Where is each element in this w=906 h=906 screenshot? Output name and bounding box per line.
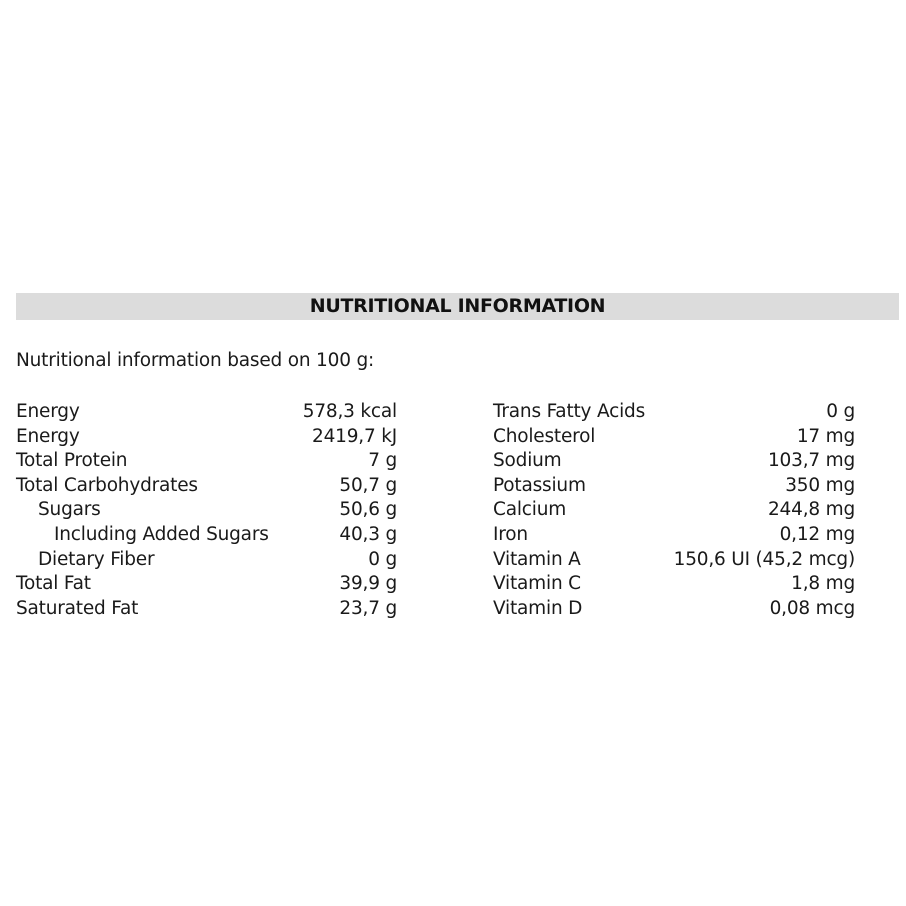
nutrient-label: Calcium xyxy=(493,499,567,521)
nutrient-row xyxy=(493,548,855,573)
nutrient-value: 350 mg xyxy=(785,474,855,496)
nutrient-label: Total Protein xyxy=(16,450,128,472)
nutrient-value: 0 g xyxy=(826,401,855,422)
nutrient-value: 1,8 mg xyxy=(791,573,855,595)
nutrient-value: 2419,7 kJ xyxy=(312,425,397,447)
intro-text: Nutritional information based on 100 g: xyxy=(16,350,375,371)
nutrient-row xyxy=(16,474,397,499)
nutrient-label: Iron xyxy=(493,523,528,545)
nutrient-row xyxy=(16,425,397,450)
nutrient-row xyxy=(493,474,855,499)
nutrient-label: Dietary Fiber xyxy=(38,548,155,570)
nutrient-row xyxy=(16,498,397,523)
nutrient-value: 50,7 g xyxy=(339,474,397,496)
nutrient-value: 103,7 mg xyxy=(767,450,855,472)
nutrient-row xyxy=(16,449,397,474)
nutrient-value: 0,12 mg xyxy=(779,523,855,545)
nutrient-row xyxy=(16,400,397,425)
nutrient-label: Cholesterol xyxy=(493,425,596,447)
nutrient-label: Total Carbohydrates xyxy=(16,474,198,496)
nutrient-label: Sodium xyxy=(493,450,562,472)
nutrient-row xyxy=(493,498,855,523)
nutrition-panel xyxy=(16,293,899,619)
nutrient-row xyxy=(493,572,855,597)
right-column xyxy=(493,400,855,621)
nutrient-value: 39,9 g xyxy=(339,573,397,595)
nutrient-label: Potassium xyxy=(493,474,586,496)
nutrient-row xyxy=(493,400,855,425)
nutrient-label: Vitamin D xyxy=(493,597,583,619)
nutrient-value: 50,6 g xyxy=(339,499,397,521)
nutrient-row xyxy=(493,597,855,622)
nutrient-label: Saturated Fat xyxy=(16,597,139,619)
nutrient-label: Including Added Sugars xyxy=(54,523,269,545)
nutrient-value: 0 g xyxy=(368,548,397,570)
nutrient-value: 7 g xyxy=(368,450,397,472)
nutrient-row xyxy=(493,425,855,450)
nutrient-value: 17 mg xyxy=(796,425,855,447)
header-bar xyxy=(16,293,899,320)
nutrient-row xyxy=(16,597,397,622)
nutrient-value: 244,8 mg xyxy=(767,499,855,521)
nutrient-label: Trans Fatty Acids xyxy=(493,401,646,422)
panel-title: NUTRITIONAL INFORMATION xyxy=(309,295,606,317)
nutrient-label: Sugars xyxy=(38,499,101,521)
nutrient-row xyxy=(493,449,855,474)
nutrient-label: Energy xyxy=(16,425,80,447)
nutrient-value: 40,3 g xyxy=(339,523,397,545)
nutrient-row xyxy=(16,523,397,548)
nutrient-row xyxy=(493,523,855,548)
nutrient-label: Vitamin C xyxy=(493,573,581,595)
nutrient-value: 578,3 kcal xyxy=(302,401,397,422)
nutrient-row xyxy=(16,572,397,597)
nutrient-row xyxy=(16,548,397,573)
left-column xyxy=(16,400,397,621)
nutrient-label: Energy xyxy=(16,401,80,422)
nutrient-value: 0,08 mcg xyxy=(769,597,855,619)
nutrient-label: Total Fat xyxy=(16,573,91,595)
nutrient-value: 150,6 UI (45,2 mcg) xyxy=(673,548,855,570)
nutrient-value: 23,7 g xyxy=(339,597,397,619)
nutrient-label: Vitamin A xyxy=(493,548,581,570)
